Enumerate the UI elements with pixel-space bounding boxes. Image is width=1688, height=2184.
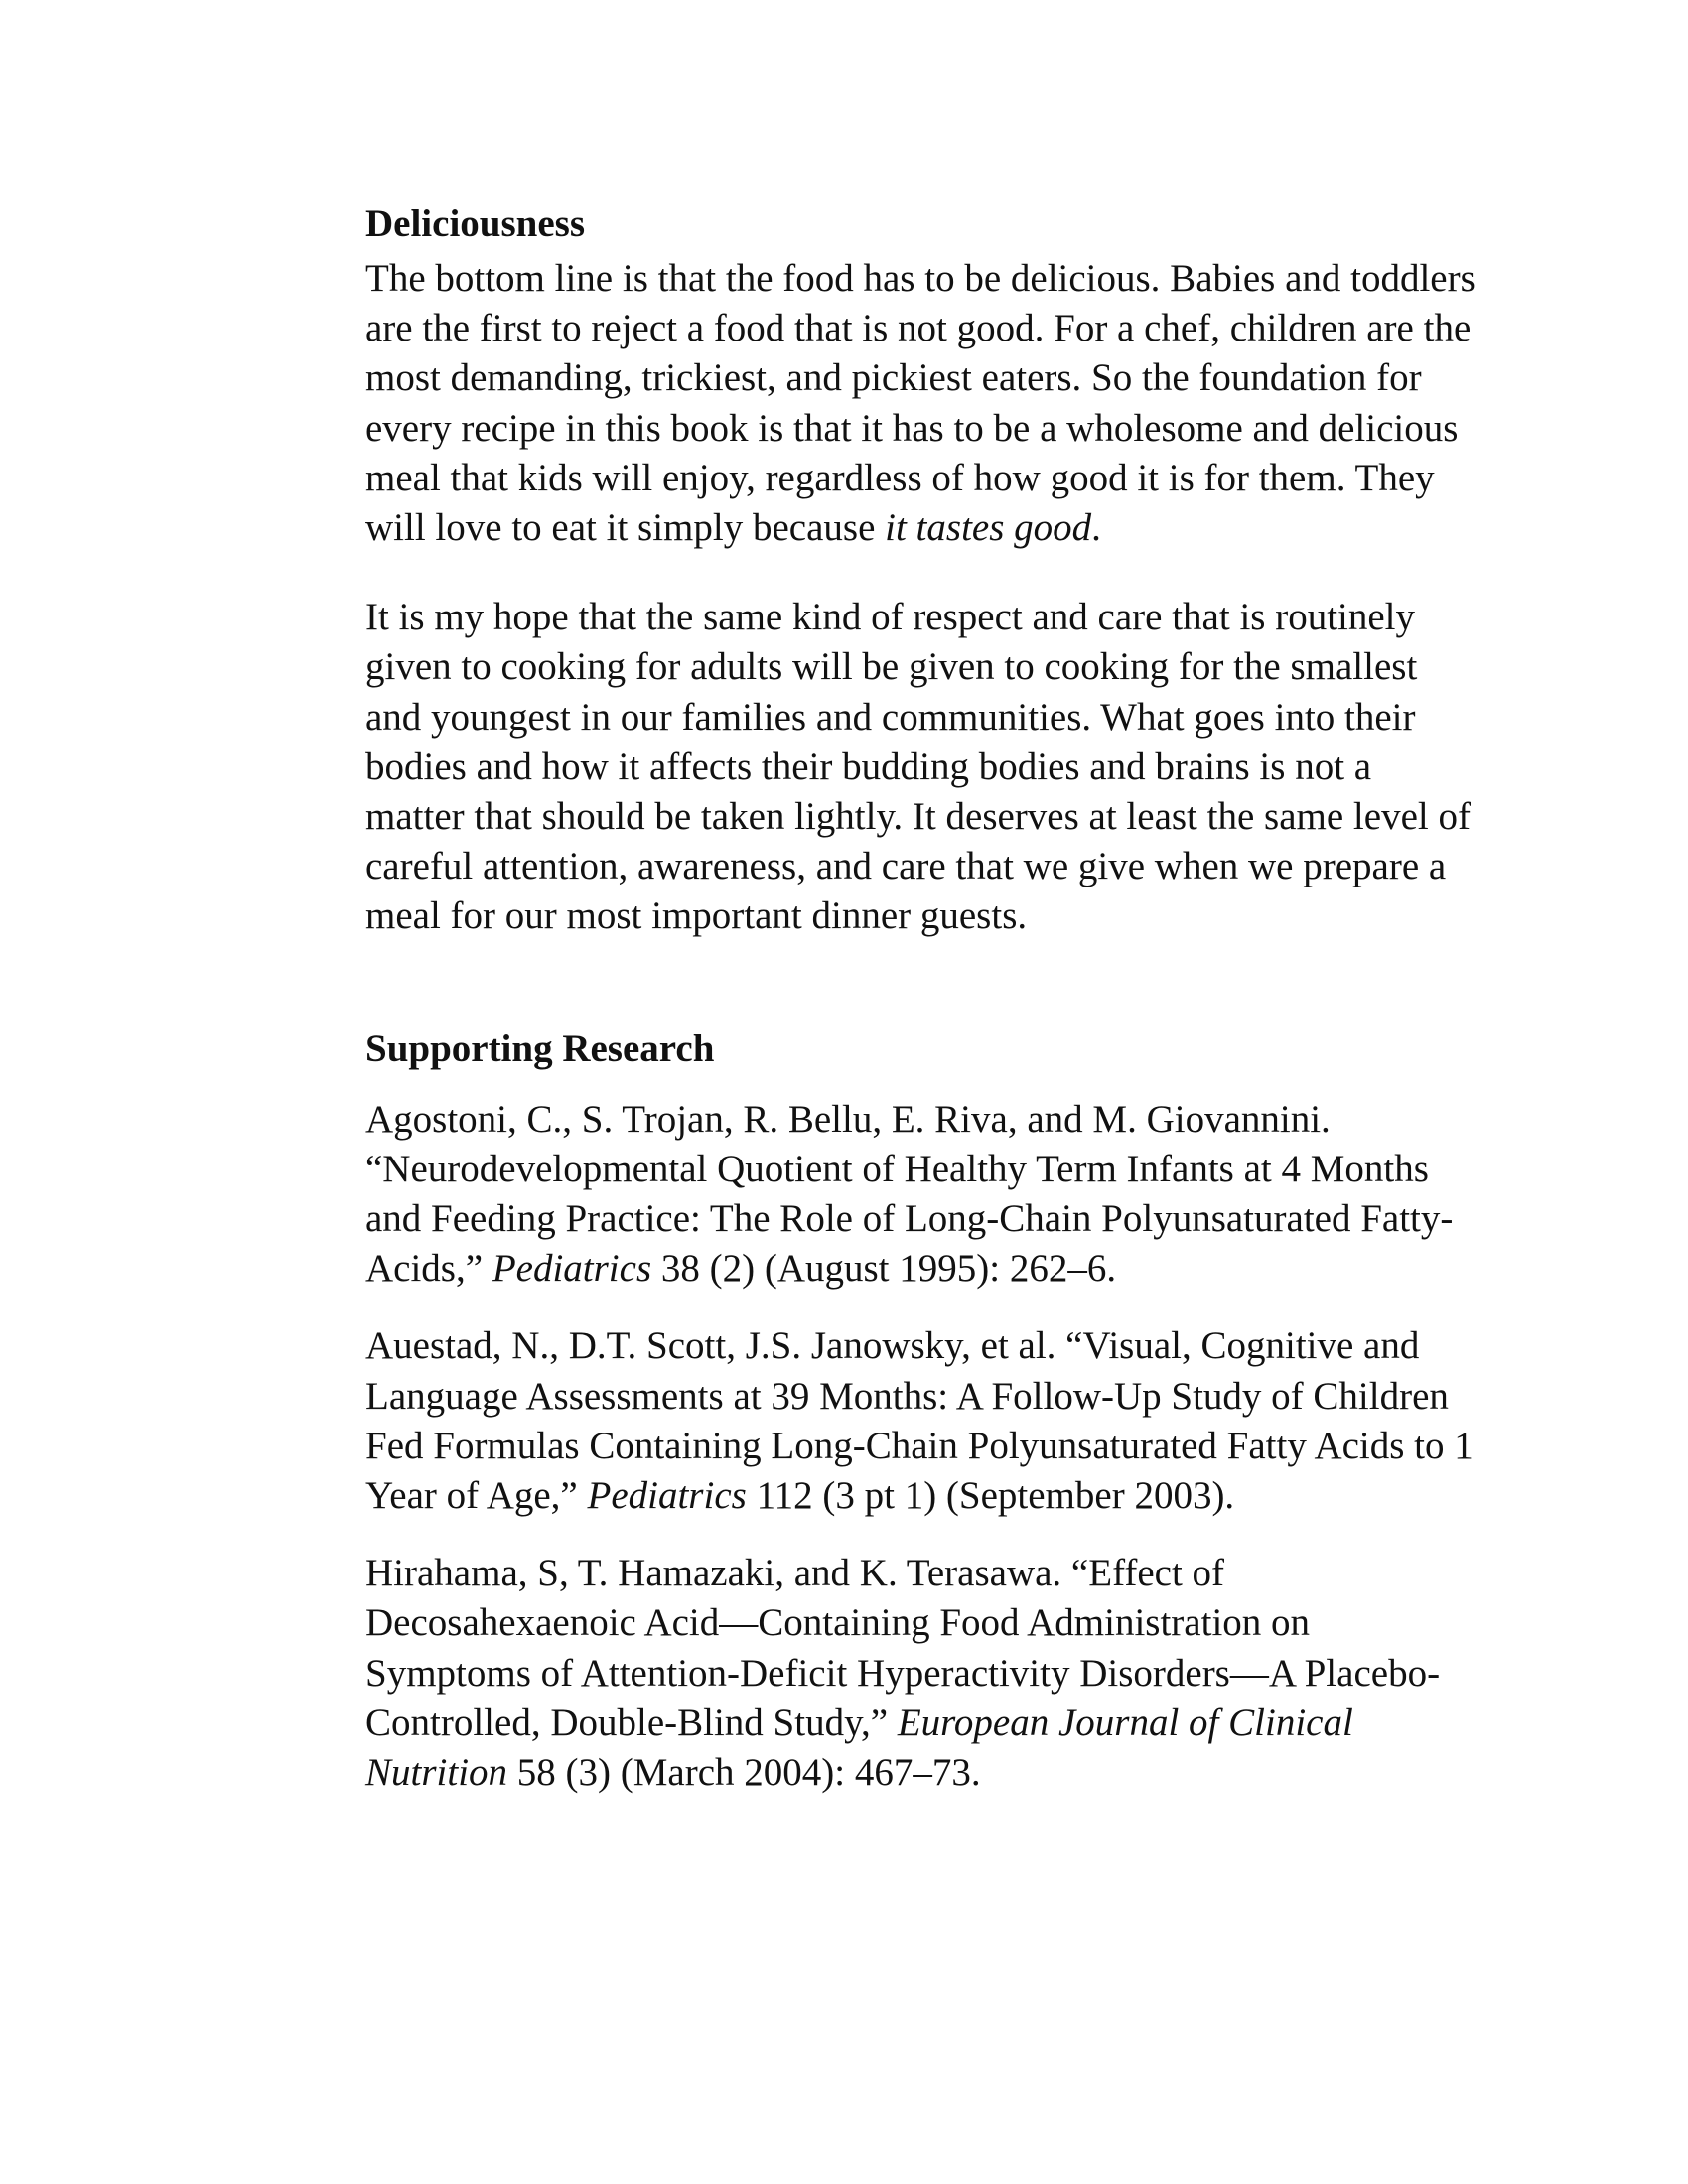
section-heading-deliciousness: Deliciousness bbox=[365, 203, 586, 245]
reference-item bbox=[365, 1321, 1477, 1521]
reference-item bbox=[365, 1095, 1477, 1295]
reference-journal: Pediatrics bbox=[587, 1474, 747, 1518]
reference-item bbox=[365, 1549, 1477, 1798]
reference-journal: Pediatrics bbox=[492, 1247, 652, 1291]
reference-details: 112 (3 pt 1) (September 2003). bbox=[746, 1474, 1235, 1518]
reference-details: 38 (2) (August 1995): 262–6. bbox=[651, 1247, 1117, 1291]
section-heading-supporting-research: Supporting Research bbox=[365, 1026, 715, 1070]
reference-text: Agostoni, C., S. Trojan, R. Bellu, E. Riva, and M. Giovannini. “Neurodevelopmental Quotient of Healthy Term Infants at 4 Months and Feeding Practice: The Role of Long-Chain Polyunsaturated Fatty-Acids,” bbox=[365, 1097, 1454, 1291]
paragraph-deliciousness-2: It is my hope that the same kind of respect and care that is routinely given to cooking for adults will be given to cooking for the smallest and youngest in our families and communities. What goes into their bodies and how it affects their budding bodies and brains is not a matter that should be taken lightly. It deserves at least the same level of careful attention, awareness, and care that we give when we prepare a meal for our most important dinner guests. bbox=[365, 596, 1471, 938]
document-page bbox=[365, 195, 1477, 1826]
reference-text: Hirahama, S, T. Hamazaki, and K. Terasawa. “Effect of Decosahexaenoic Acid—Containing Food Administration on Symptoms of Attention-Deficit Hyperactivity Disorders—A Placebo-Controlled, Double-Blind Study,” bbox=[365, 1552, 1441, 1744]
reference-journal: European Journal of Clinical Nutrition bbox=[365, 1701, 1353, 1795]
paragraph-text: The bottom line is that the food has to be delicious. Babies and toddlers are the first to reject a food that is not good. For a chef, children are the most demanding, trickiest, and pickiest eaters. So the foundation for every recipe in this book is that it has to be a wholesome and delicious meal that kids will enjoy, regardless of how good it is for them. They will love to eat it simply because bbox=[365, 257, 1476, 550]
emphasis-text: it tastes good bbox=[885, 506, 1092, 550]
reference-details: 58 (3) (March 2004): 467–73. bbox=[507, 1751, 981, 1795]
paragraph-deliciousness-1 bbox=[365, 254, 1477, 553]
paragraph-end: . bbox=[1091, 506, 1101, 550]
reference-text: Auestad, N., D.T. Scott, J.S. Janowsky, et al. “Visual, Cognitive and Language Assessments at 39 Months: A Follow-Up Study of Children Fed Formulas Containing Long-Chain Polyunsaturated Fatty Acids to 1 Year of Age,” bbox=[365, 1324, 1474, 1518]
